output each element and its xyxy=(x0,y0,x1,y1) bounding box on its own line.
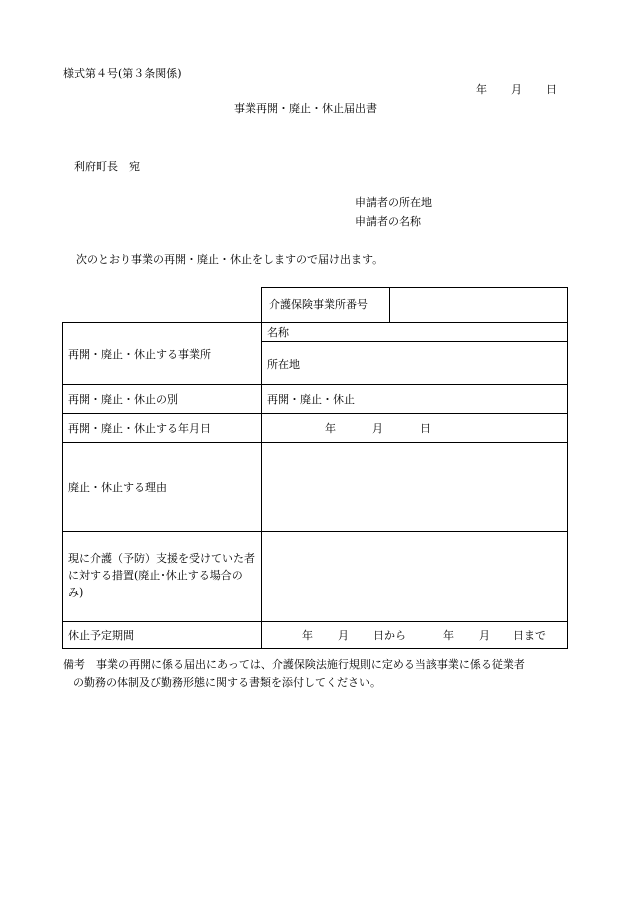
period-from-suffix: 日から xyxy=(373,629,406,642)
name-location-divider xyxy=(261,341,568,342)
date-value-day: 日 xyxy=(420,422,431,435)
type-label: 再開・廃止・休止の別 xyxy=(68,393,178,406)
period-from-year: 年 xyxy=(302,629,313,642)
location-label: 所在地 xyxy=(267,358,300,371)
date-label: 再開・廃止・休止する年月日 xyxy=(68,422,211,435)
row-divider-4 xyxy=(62,531,568,532)
addressee: 利府町長 宛 xyxy=(74,160,140,173)
row-divider-2 xyxy=(62,413,568,414)
measures-label: 現に介護（予防）支援を受けていた者に対する措置(廃止･休止する場合のみ) xyxy=(68,552,255,599)
name-label: 名称 xyxy=(267,326,289,339)
applicant-name-label: 申請者の名称 xyxy=(355,215,421,228)
reason-label: 廃止・休止する理由 xyxy=(68,481,167,494)
date-value-month: 月 xyxy=(372,422,383,435)
type-value: 再開・廃止・休止 xyxy=(267,393,355,406)
business-label: 再開・廃止・休止する事業所 xyxy=(68,348,211,361)
row-divider-5 xyxy=(62,621,568,622)
remarks xyxy=(63,656,573,692)
period-label: 休止予定期間 xyxy=(68,629,134,642)
remarks-line-2: の勤務の体制及び勤務形態に関する書類を添付してください。 xyxy=(73,676,381,689)
submission-date xyxy=(476,84,557,95)
date-month: 月 xyxy=(511,83,522,96)
office-number-label: 介護保険事業所番号 xyxy=(269,298,368,311)
document-title: 事業再開・廃止・休止届出書 xyxy=(234,102,377,115)
row-divider-1 xyxy=(62,384,568,385)
office-number-value[interactable] xyxy=(395,299,563,313)
period-to-year: 年 xyxy=(443,629,454,642)
period-to-suffix: 日まで xyxy=(513,629,546,642)
form-number: 様式第４号(第３条関係) xyxy=(63,67,182,80)
date-year: 年 xyxy=(476,83,487,96)
date-value-year: 年 xyxy=(325,422,336,435)
main-table-divider xyxy=(261,322,262,649)
date-day: 日 xyxy=(546,83,557,96)
remarks-line-1: 備考 事業の再開に係る届出にあっては、介護保険法施行規則に定める当該事業に係る従業者 xyxy=(63,658,525,671)
office-number-divider xyxy=(389,287,390,323)
intro-text: 次のとおり事業の再開・廃止・休止をしますので届け出ます。 xyxy=(76,253,384,266)
applicant-address-label: 申請者の所在地 xyxy=(355,196,432,209)
period-to-month: 月 xyxy=(479,629,490,642)
period-from-month: 月 xyxy=(338,629,349,642)
row-divider-3 xyxy=(62,442,568,443)
